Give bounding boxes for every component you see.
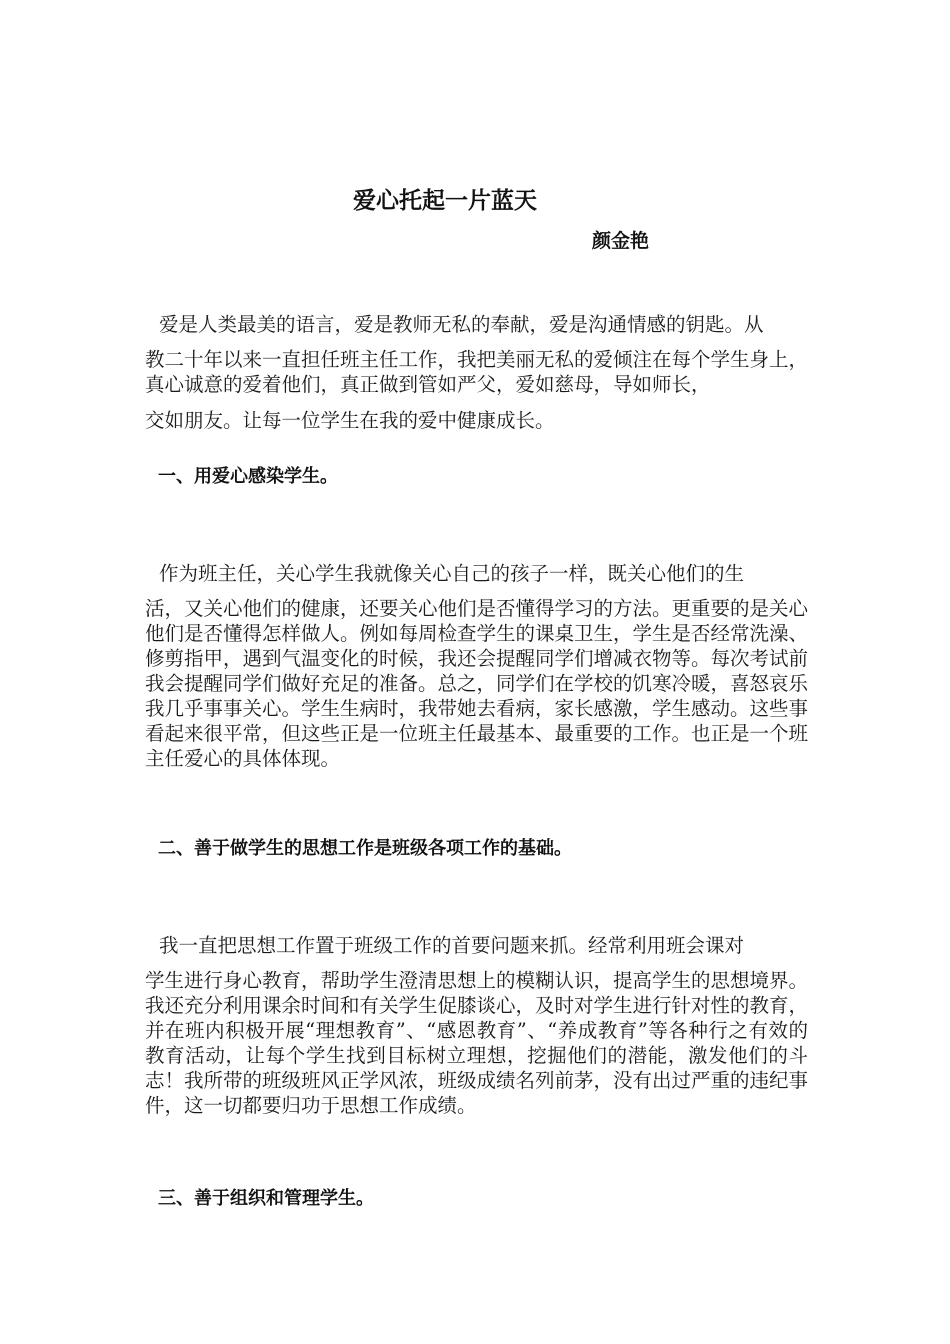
section3-heading: 三、善于组织和管理学生。 bbox=[158, 1188, 374, 1209]
intro-body-text: 教二十年以来一直担任班主任工作，我把美丽无私的爱倾注在每个学生身上，真心诚意的爱着他们，真正做到管如严父，爱如慈母，导如师长， bbox=[145, 348, 809, 396]
section1-first-line: 作为班主任，关心学生我就像关心自己的孩子一样，既关心他们的生 bbox=[159, 562, 745, 585]
intro-last-line: 交如朋友。让每一位学生在我的爱中健康成长。 bbox=[145, 409, 555, 432]
section2-body-text: 学生进行身心教育，帮助学生澄清思想上的模糊认识，提高学生的思想境界。我还充分利用课余时间和有关学生促膝谈心，及时对学生进行针对性的教育，并在班内积极开展“理想教育”、“感恩教育”、“养成教育”等各种行之有效的教育活动，让每个学生找到目标树立理想，挖掘他们的潜能，激发他们的斗志！我所带的班级班风正学风浓，班级成绩名列前茅，没有出过严重的违纪事件，这一切都要归功于思想工作成绩。 bbox=[145, 969, 809, 1117]
section2-heading: 二、善于做学生的思想工作是班级各项工作的基础。 bbox=[158, 838, 572, 859]
document-title: 爱心托起一片蓝天 bbox=[353, 188, 537, 214]
section2-paragraph bbox=[145, 933, 808, 1118]
intro-paragraph bbox=[145, 312, 808, 433]
document-author: 颜金艳 bbox=[592, 230, 650, 252]
section2-first-line: 我一直把思想工作置于班级工作的首要问题来抓。经常利用班会课对 bbox=[159, 934, 745, 957]
section1-body-text: 活，又关心他们的健康，还要关心他们是否懂得学习的方法。更重要的是关心他们是否懂得怎样做人。例如每周检查学生的课桌卫生，学生是否经常洗澡、修剪指甲，遇到气温变化的时候，我还会提醒同学们增减衣物等。每次考试前我会提醒同学们做好充足的准备。总之，同学们在学校的饥寒冷暖，喜怒哀乐我几乎事事关心。学生生病时，我带她去看病，家长感激，学生感动。这些事看起来很平常，但这些正是一位班主任最基本、最重要的工作。也正是一个班主任爱心的具体体现。 bbox=[145, 597, 809, 770]
intro-first-line: 爱是人类最美的语言，爱是教师无私的奉献，爱是沟通情感的钥匙。从 bbox=[159, 313, 764, 336]
section1-heading: 一、用爱心感染学生。 bbox=[158, 466, 338, 487]
section1-paragraph bbox=[145, 561, 808, 771]
